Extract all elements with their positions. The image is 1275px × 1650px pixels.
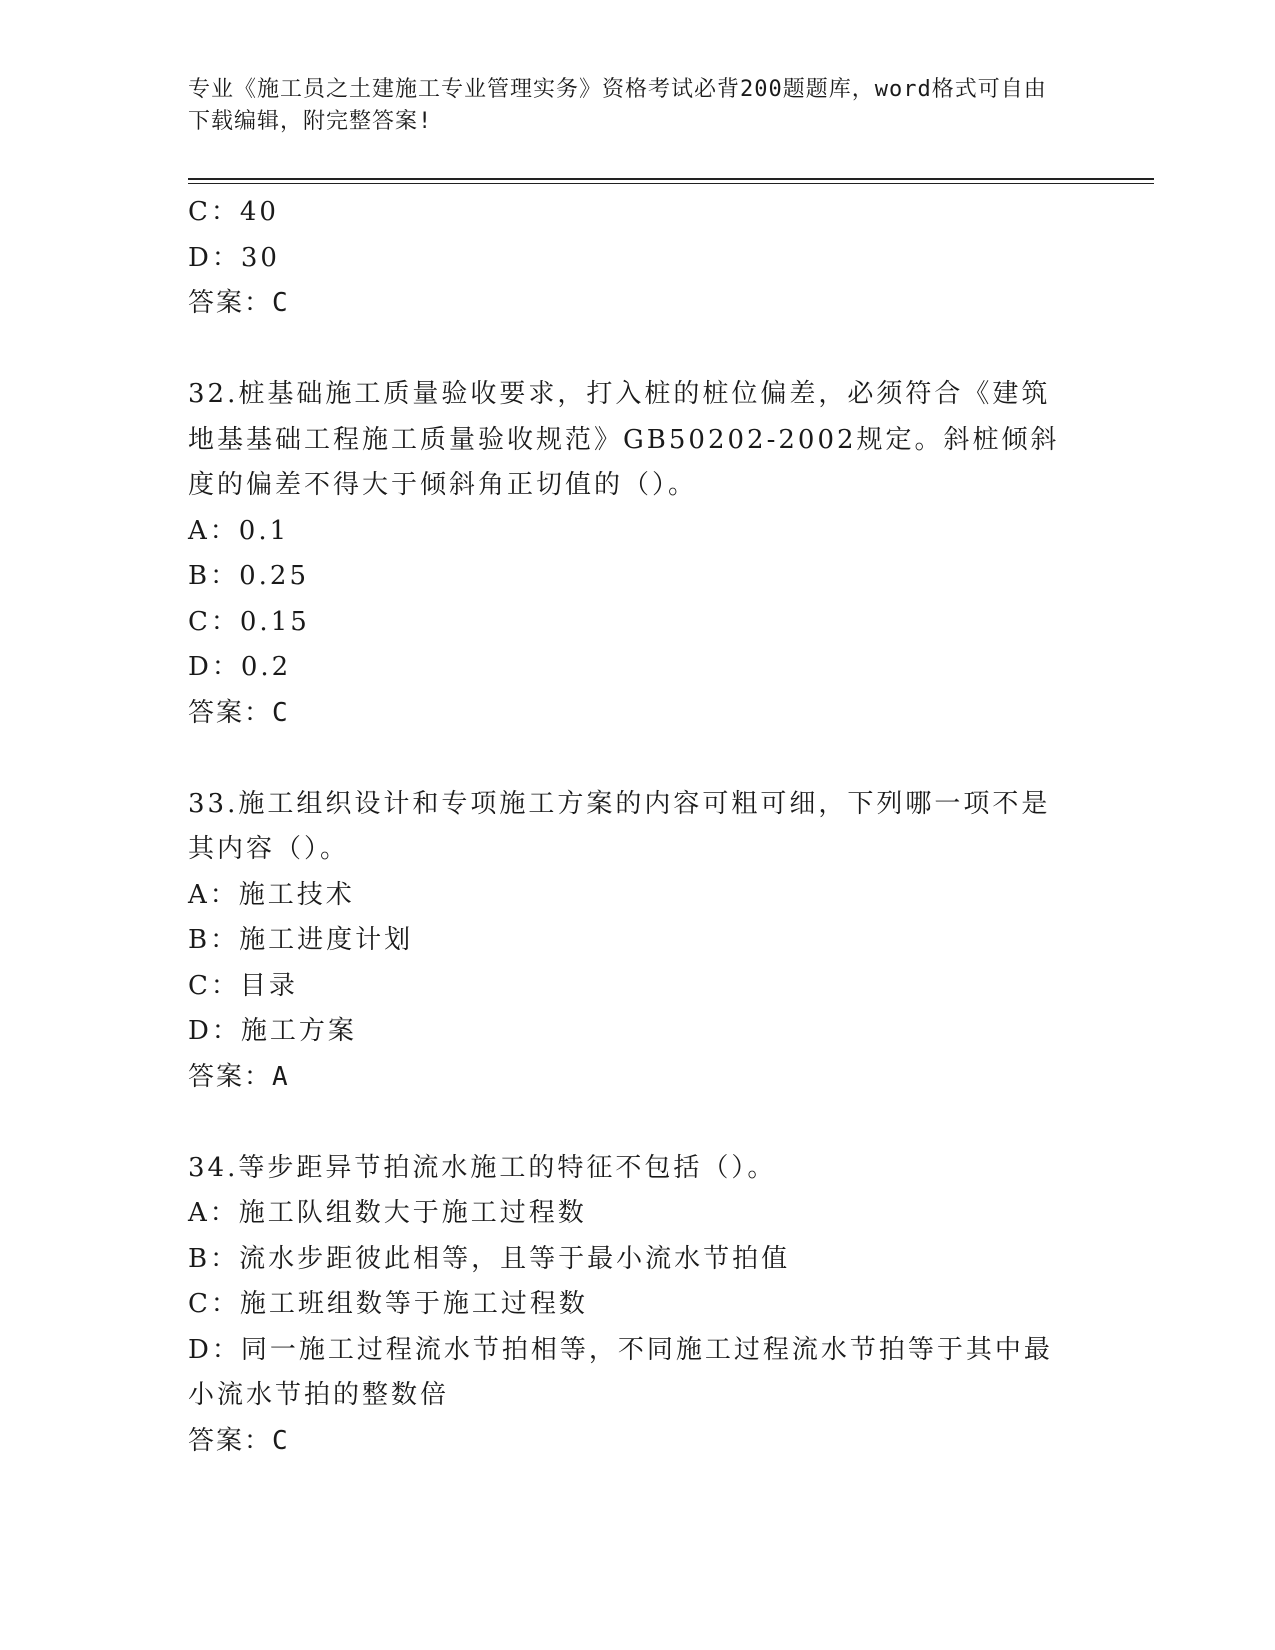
answer-line: 答案：C [188,288,290,318]
document-header: 专业《施工员之土建施工专业管理实务》资格考试必背200题题库，word格式可自由下载编辑，附完整答案! [188,77,1047,134]
spacer [188,327,1088,373]
spacer [188,1100,1088,1146]
question-34-option-c: C：施工班组数等于施工过程数 [188,1289,588,1319]
question-34-option-a: A：施工队组数大于施工过程数 [188,1198,587,1228]
question-33-option-a: A：施工技术 [188,879,355,910]
question-33-option-b: B：施工进度计划 [188,925,414,955]
question-32-option-b: B：0.25 [188,561,309,591]
question-33-option-c: C：目录 [188,970,298,1001]
question-34-option-d: D：同一施工过程流水节拍相等，不同施工过程流水节拍等于其中最小流水节拍的整数倍 [188,1334,1053,1410]
question-content [188,190,1088,1464]
question-34-answer: 答案：C [188,1425,290,1456]
question-33-option-d: D：施工方案 [188,1016,357,1046]
option-c: C：40 [188,197,279,227]
question-34-text: 34.等步距异节拍流水施工的特征不包括（）。 [188,1152,777,1183]
question-32-option-c: C：0.15 [188,606,310,637]
question-32-option-a: A：0.1 [188,515,290,546]
question-32-answer: 答案：C [188,697,290,728]
question-33-text: 33.施工组织设计和专项施工方案的内容可粗可细，下列哪一项不是其内容（）。 [188,788,1051,864]
option-d: D：30 [188,242,280,273]
spacer [188,736,1088,782]
question-34-option-b: B：流水步距彼此相等，且等于最小流水节拍值 [188,1243,791,1274]
question-33-answer: 答案：A [188,1061,290,1092]
question-32-text: 32.桩基础施工质量验收要求，打入桩的桩位偏差，必须符合《建筑地基基础工程施工质量验收规范》GB50202-2002规定。斜桩倾斜度的偏差不得大于倾斜角正切值的（）。 [188,379,1060,500]
header-divider [188,178,1154,184]
question-32-option-d: D：0.2 [188,652,292,682]
